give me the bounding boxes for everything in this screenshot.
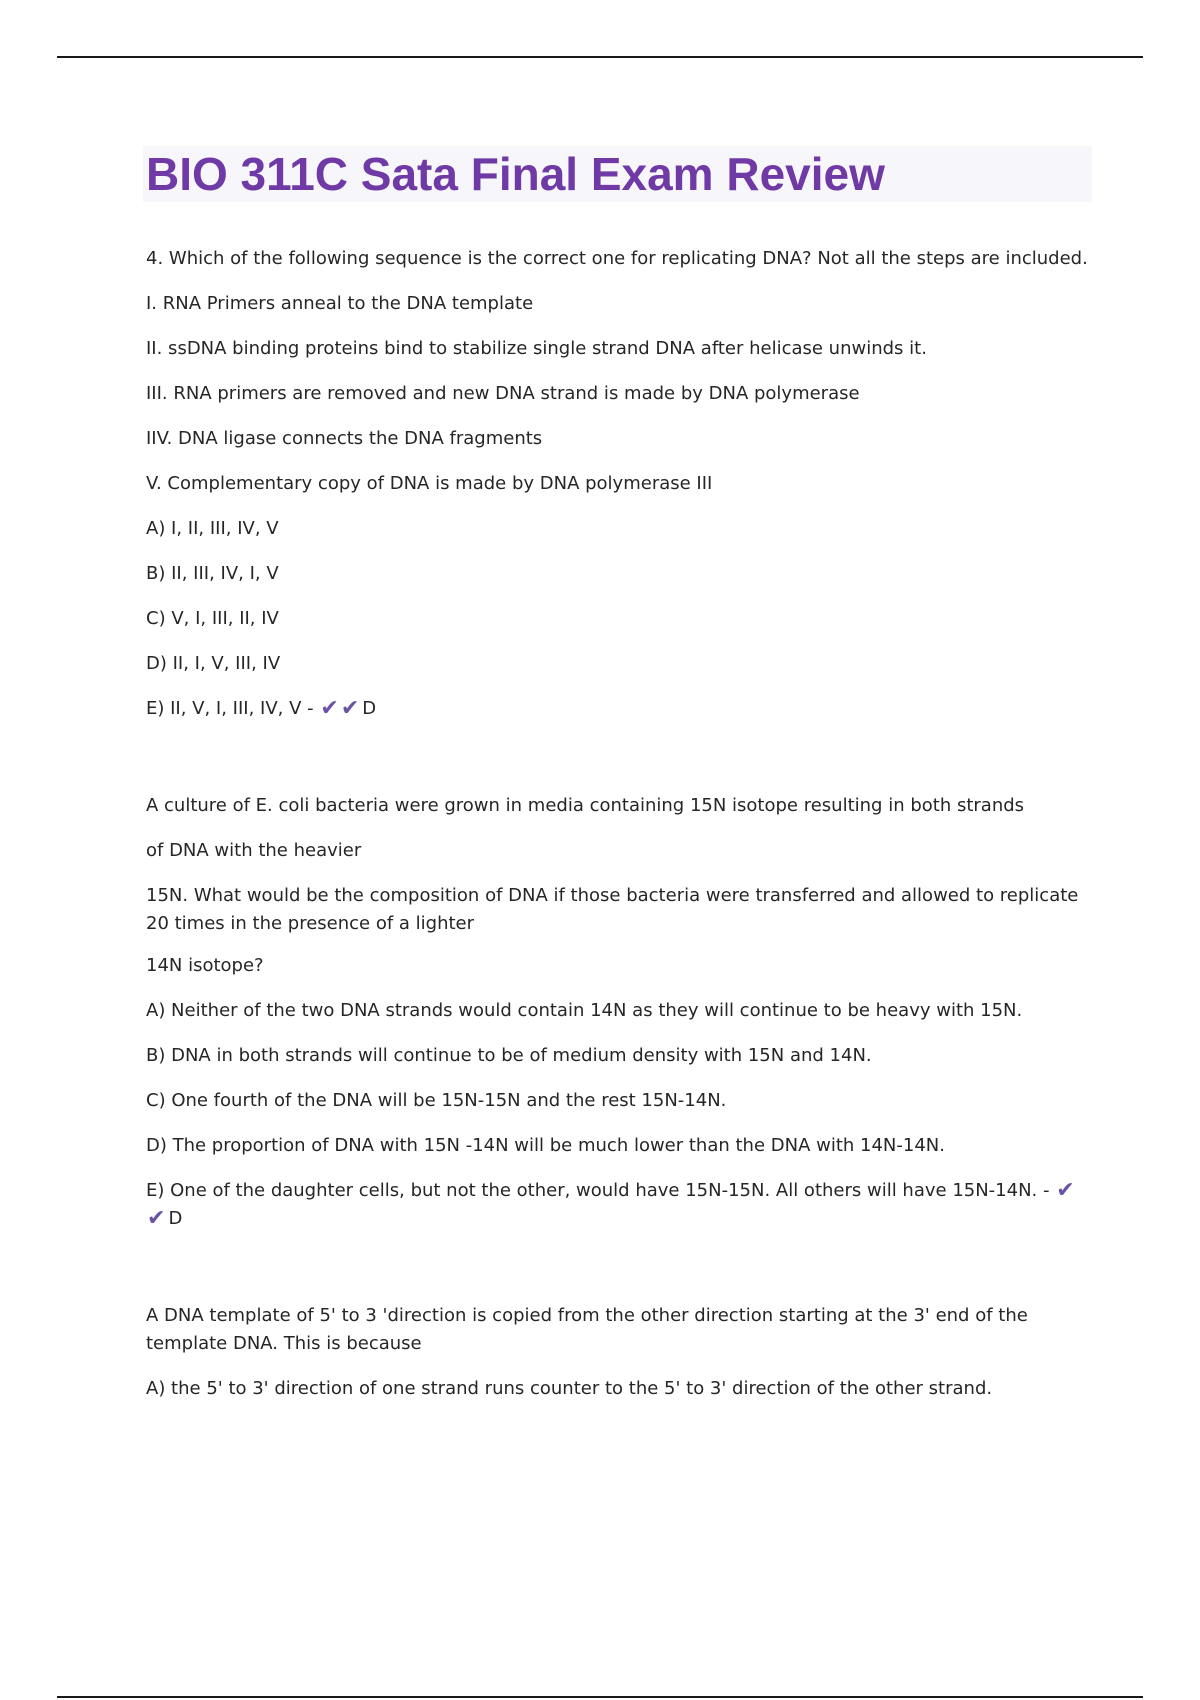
question-1-option-with-answer xyxy=(146,695,1092,723)
document-title: BIO 311C Sata Final Exam Review xyxy=(146,148,885,200)
question-3-text: A DNA template of 5' to 3 'direction is copied from the other direction starting at the 3' end of the template DNA. This is because xyxy=(146,1305,1028,1354)
question-2-answer: D xyxy=(168,1208,183,1229)
check-icon: ✔ xyxy=(1056,1178,1075,1203)
question-2-option: A) Neither of the two DNA strands would contain 14N as they will continue to be heavy with 15N. xyxy=(146,1000,1023,1021)
question-2-option: B) DNA in both strands will continue to be of medium density with 15N and 14N. xyxy=(146,1045,872,1066)
document-body xyxy=(146,245,1092,1420)
question-2-text-line: 14N isotope? xyxy=(146,955,264,976)
question-1-option: D) II, I, V, III, IV xyxy=(146,653,281,674)
section-gap xyxy=(146,1250,1092,1302)
question-2-text-line: A culture of E. coli bacteria were grown in media containing 15N isotope resulting in both strands xyxy=(146,795,1025,816)
question-1-answer: D xyxy=(362,698,377,719)
question-2-text-line: 15N. What would be the composition of DNA if those bacteria were transferred and allowed to replicate 20 times in the presence of a lighter xyxy=(146,885,1079,934)
question-1-step: IIV. DNA ligase connects the DNA fragments xyxy=(146,428,543,449)
question-2-option-with-answer xyxy=(146,1177,1092,1233)
section-gap xyxy=(146,740,1092,792)
question-2-option: D) The proportion of DNA with 15N -14N will be much lower than the DNA with 14N-14N. xyxy=(146,1135,945,1156)
check-icon: ✔ xyxy=(147,1206,166,1231)
question-2-option: C) One fourth of the DNA will be 15N-15N and the rest 15N-14N. xyxy=(146,1090,727,1111)
question-1 xyxy=(146,245,1092,723)
question-2-text-line: of DNA with the heavier xyxy=(146,840,362,861)
bottom-rule xyxy=(57,1696,1143,1698)
question-1-option: B) II, III, IV, I, V xyxy=(146,563,279,584)
question-1-option: C) V, I, III, II, IV xyxy=(146,608,279,629)
question-3 xyxy=(146,1302,1092,1403)
question-1-last-option: E) II, V, I, III, IV, V - xyxy=(146,698,314,719)
top-rule xyxy=(57,56,1143,58)
question-2 xyxy=(146,792,1092,1233)
question-3-option: A) the 5' to 3' direction of one strand runs counter to the 5' to 3' direction of the other strand. xyxy=(146,1378,993,1399)
question-1-step: I. RNA Primers anneal to the DNA template xyxy=(146,293,534,314)
check-icon: ✔ xyxy=(320,696,339,721)
question-1-step: II. ssDNA binding proteins bind to stabilize single strand DNA after helicase unwinds it. xyxy=(146,338,927,359)
question-1-text: 4. Which of the following sequence is the correct one for replicating DNA? Not all the steps are included. xyxy=(146,248,1088,269)
question-1-option: A) I, II, III, IV, V xyxy=(146,518,279,539)
check-icon: ✔ xyxy=(340,696,360,721)
question-1-step: III. RNA primers are removed and new DNA strand is made by DNA polymerase xyxy=(146,383,860,404)
question-2-last-option: E) One of the daughter cells, but not the other, would have 15N-15N. All others will have 15N-14N. - xyxy=(146,1180,1050,1201)
question-1-step: V. Complementary copy of DNA is made by DNA polymerase III xyxy=(146,473,713,494)
